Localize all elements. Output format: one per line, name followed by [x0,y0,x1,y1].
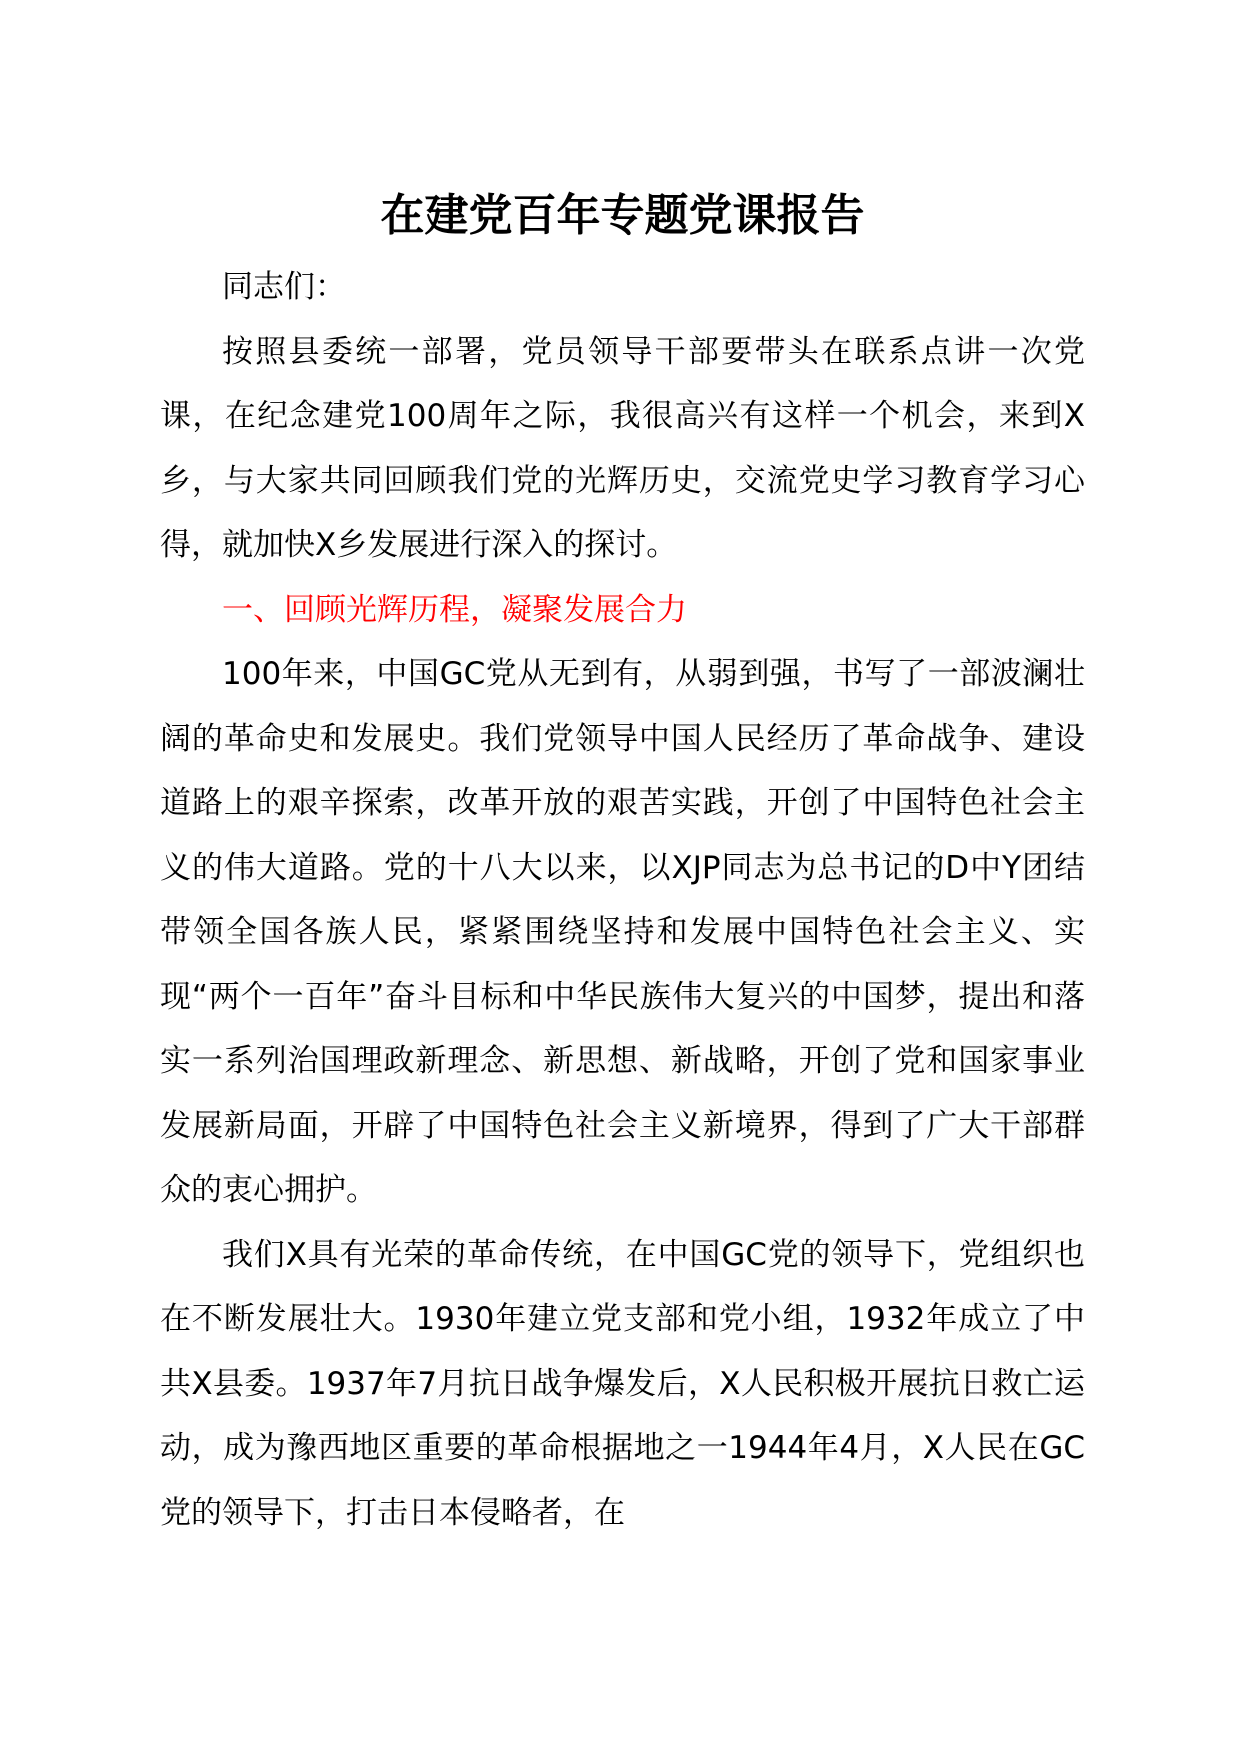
body-paragraph: 100年来，中国GC党从无到有，从弱到强，书写了一部波澜壮阔的革命史和发展史。我们党领导中国人民经历了革命战争、建设道路上的艰辛探索，改革开放的艰苦实践，开创了中国特色社会主义的伟大道路。党的十八大以来，以XJP同志为总书记的D中Y团结带领全国各族人民，紧紧围绕坚持和发展中国特色社会主义、实现“两个一百年”奋斗目标和中华民族伟大复兴的中国梦，提出和落实一系列治国理政新理念、新思想、新战略，开创了党和国家事业发展新局面，开辟了中国特色社会主义新境界，得到了广大干部群众的衷心拥护。 [160,656,1085,1208]
document-title: 在建党百年专题党课报告 [380,190,865,241]
intro-paragraph: 按照县委统一部署，党员领导干部要带头在联系点讲一次党课，在纪念建党100周年之际，我很高兴有这样一个机会，来到X乡，与大家共同回顾我们党的光辉历史，交流党史学习教育学习心得，就加快X乡发展进行深入的探讨。 [160,333,1085,563]
document-body [160,255,1085,1545]
section-heading: 一、回顾光辉历程，凝聚发展合力 [222,591,687,628]
salutation: 同志们： [222,269,346,305]
body-paragraph: 我们X具有光荣的革命传统，在中国GC党的领导下，党组织也在不断发展壮大。1930年建立党支部和党小组，1932年成立了中共X县委。1937年7月抗日战争爆发后，X人民积极开展抗日救亡运动，成为豫西地区重要的革命根据地之一1944年4月，X人民在GC党的领导下，打击日本侵略者，在 [160,1236,1085,1531]
document-page [160,0,1085,1754]
